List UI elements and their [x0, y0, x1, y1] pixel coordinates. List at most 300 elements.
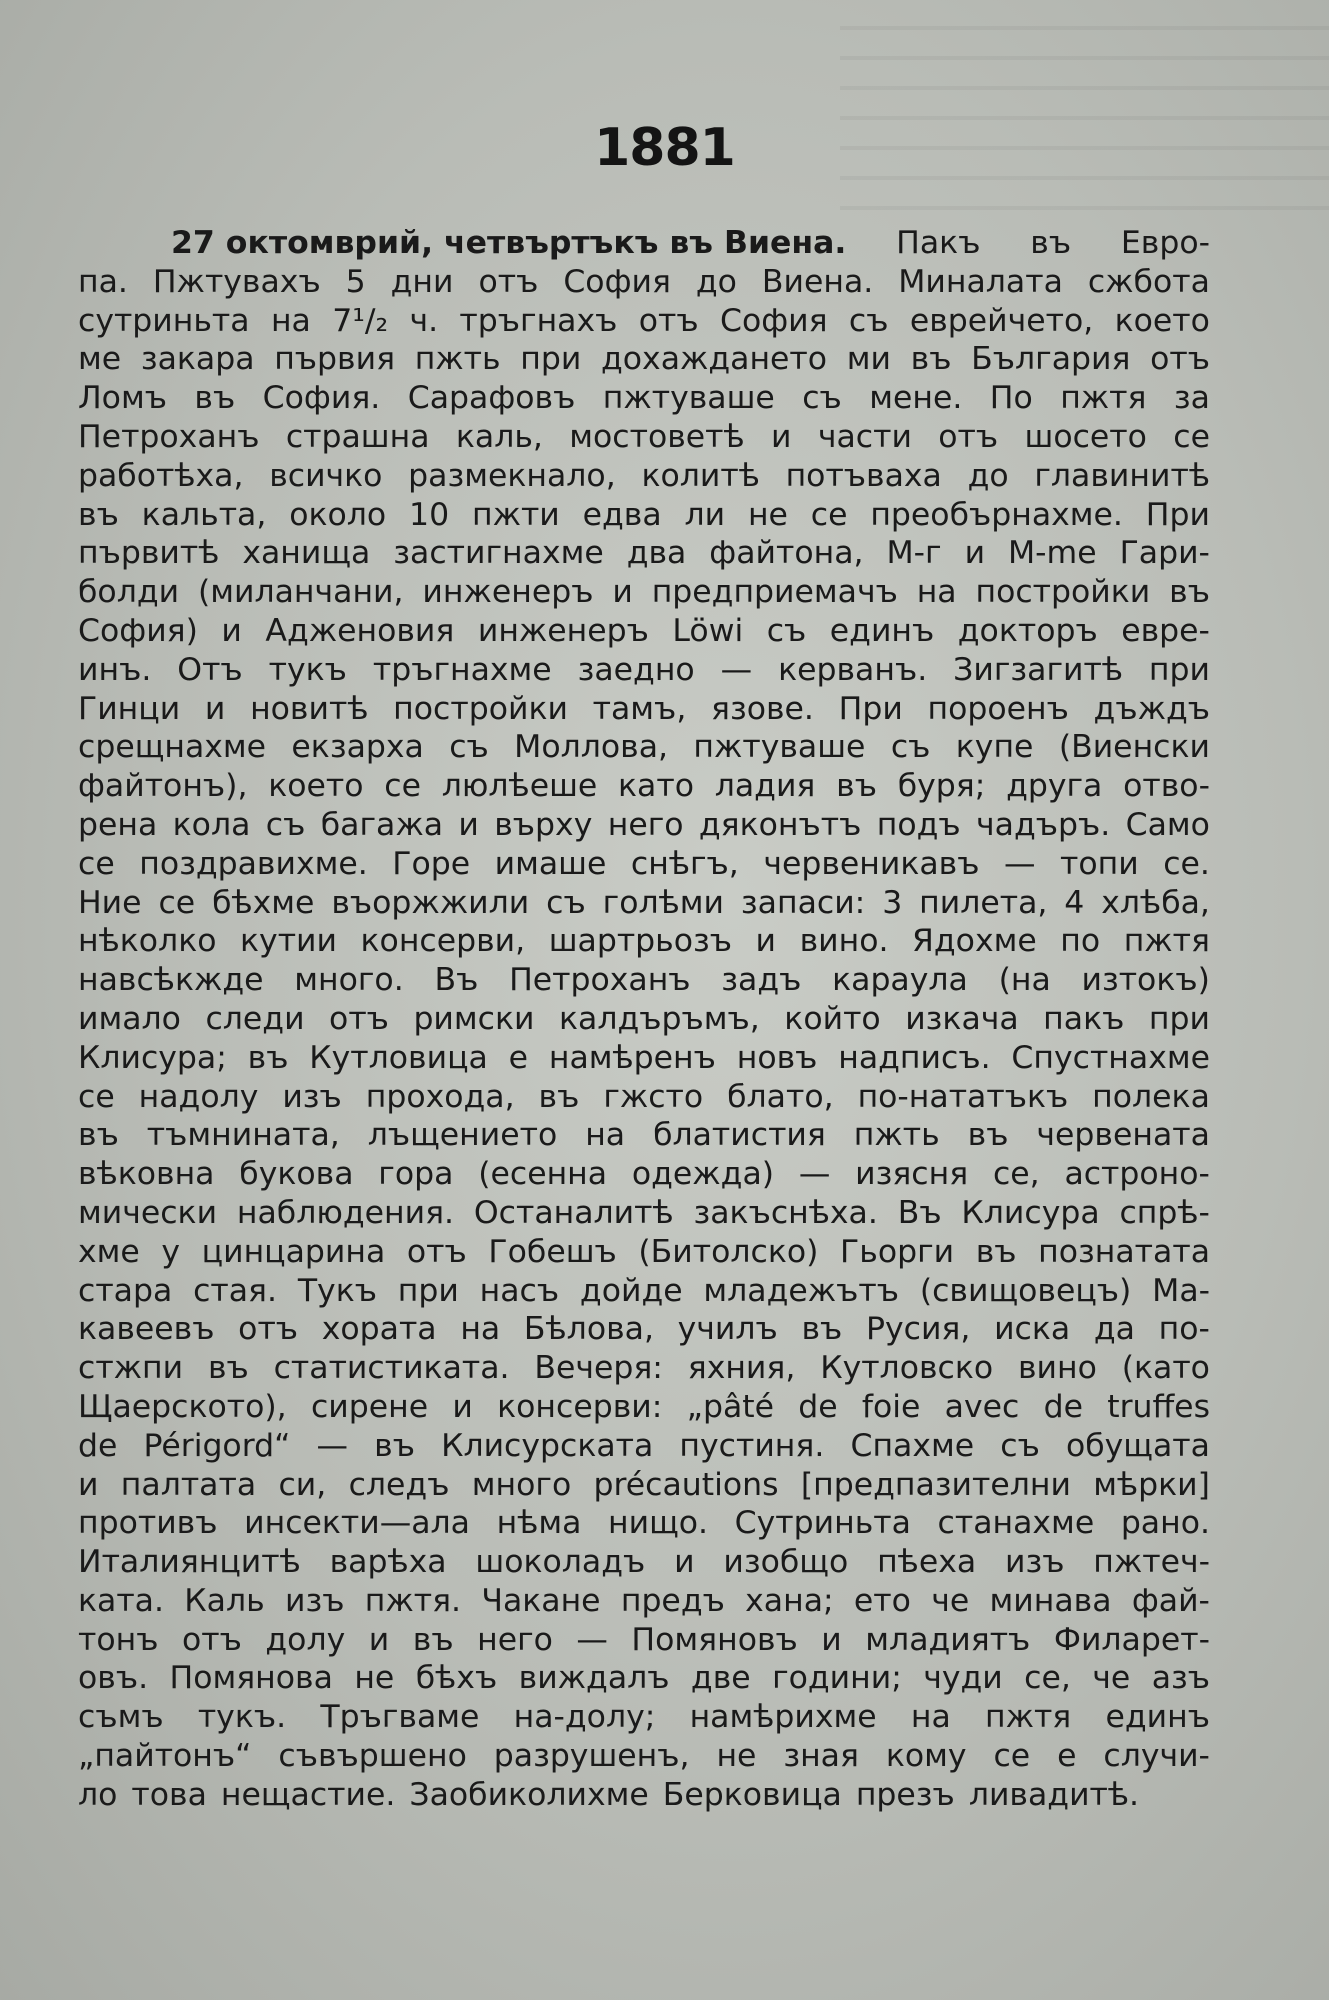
word: него	[477, 1621, 553, 1658]
word: При	[838, 690, 903, 727]
word: пилета,	[919, 884, 1048, 921]
text-line	[78, 263, 1210, 302]
word: познатата	[1038, 1233, 1210, 1270]
word: рена	[78, 806, 158, 843]
word: стая.	[193, 1272, 278, 1309]
word: —	[720, 651, 753, 688]
word: (на	[998, 962, 1051, 999]
word: въ	[78, 496, 119, 533]
word: инженеръ	[477, 612, 649, 649]
word: 10	[409, 496, 450, 533]
word: че	[931, 1582, 970, 1619]
word: Въ	[897, 1194, 942, 1231]
word: въ	[801, 1311, 843, 1348]
word: (есенна	[478, 1156, 608, 1193]
word: и	[221, 612, 242, 649]
word: варѣха	[329, 1544, 447, 1581]
word: че	[1092, 1660, 1131, 1697]
word: Вечеря:	[534, 1350, 663, 1387]
word: па.	[78, 263, 128, 300]
word: купе	[955, 729, 1034, 766]
word: изкача	[905, 1000, 1019, 1037]
word: на	[585, 1117, 626, 1154]
word: младиятъ	[865, 1621, 1031, 1658]
word: (миланчани,	[197, 574, 404, 611]
word: изтокъ)	[1081, 962, 1210, 999]
text-line	[78, 1116, 1210, 1155]
word: и	[612, 574, 633, 611]
word: се	[78, 1078, 115, 1115]
word: Помяновъ	[631, 1621, 798, 1658]
word: яхния,	[687, 1350, 796, 1387]
word: не	[716, 1738, 757, 1775]
word: Гари-	[1119, 535, 1210, 572]
word: друга	[1006, 768, 1103, 805]
word: сжбота	[1087, 263, 1210, 300]
word: дойде	[579, 1272, 683, 1309]
word: докторъ	[957, 612, 1098, 649]
word: каль,	[455, 418, 543, 455]
word: букова	[239, 1156, 354, 1193]
word: пжтеч-	[1093, 1544, 1210, 1581]
word: колитѣ	[641, 457, 760, 494]
word: нѣма	[496, 1505, 582, 1542]
word: пороенъ	[927, 690, 1069, 727]
word: въ	[538, 1078, 580, 1115]
word: се	[1173, 418, 1210, 455]
text-line	[78, 340, 1210, 379]
word: главинитѣ	[1034, 457, 1210, 494]
word: намѣрихме	[689, 1699, 877, 1736]
word: дни	[390, 263, 454, 300]
word: лъщението	[367, 1117, 558, 1154]
word: —	[798, 1156, 831, 1193]
word: преобърнахме.	[870, 496, 1123, 533]
entry-date-heading: 27 октомврий, четвъртъкъ въ Виена.	[171, 225, 847, 261]
word: се	[158, 884, 196, 921]
word: запаси:	[740, 884, 866, 921]
word: foie	[861, 1388, 921, 1425]
word: срещнахме	[78, 729, 267, 766]
text-line	[78, 1659, 1210, 1698]
word: тукъ	[268, 651, 347, 688]
text-line	[78, 1233, 1210, 1272]
word: „pâté	[686, 1388, 774, 1425]
text-line	[78, 1194, 1210, 1233]
word: нѣколко	[78, 923, 217, 960]
word: тръгнахъ	[459, 302, 618, 339]
word: Русия,	[865, 1311, 971, 1348]
word: ли	[684, 496, 726, 533]
text-line	[78, 1155, 1210, 1194]
word: инженеръ	[422, 574, 594, 611]
word: отъ	[938, 418, 999, 455]
word: дъждъ	[1093, 690, 1210, 727]
word: Клисурската	[441, 1427, 654, 1464]
word: При	[1145, 496, 1210, 533]
text-line	[78, 1776, 1210, 1815]
word: въ	[1169, 574, 1210, 611]
word: въ	[967, 1117, 1009, 1154]
word: Петроханъ	[509, 962, 691, 999]
word: и	[964, 535, 986, 572]
text-line	[78, 651, 1210, 690]
word: долу	[265, 1621, 346, 1658]
word: 5	[345, 263, 366, 300]
word: нещастие.	[220, 1776, 396, 1813]
word: Филарет-	[1053, 1621, 1210, 1658]
word: у	[161, 1233, 181, 1270]
word: хлѣба,	[1101, 884, 1210, 921]
word: спрѣ-	[1119, 1194, 1210, 1231]
word: всичко	[269, 457, 383, 494]
word: и	[458, 806, 479, 843]
word: Гьорги	[840, 1233, 955, 1270]
word: него	[607, 806, 684, 843]
word: пжти	[471, 496, 560, 533]
word: съмъ	[78, 1699, 164, 1736]
word: Löwi	[672, 612, 744, 649]
text-line	[78, 1504, 1210, 1543]
word: пжть	[414, 341, 501, 378]
word: застигнахме	[393, 535, 604, 572]
word: —	[316, 1427, 349, 1464]
word: статистиката.	[273, 1350, 510, 1387]
word: минава	[989, 1582, 1112, 1619]
word: сутриньта	[78, 302, 250, 339]
word: София.	[262, 380, 381, 417]
word: Спахме	[850, 1427, 975, 1464]
word: дохаждането	[601, 341, 828, 378]
word: Кутловица	[309, 1039, 488, 1076]
word: ладия	[714, 768, 816, 805]
word: едва	[582, 496, 662, 533]
word: мостоветѣ	[569, 418, 745, 455]
word: [предпазителни	[800, 1466, 1071, 1503]
word: de	[1043, 1388, 1083, 1425]
word: се	[384, 768, 421, 805]
word: палтата	[120, 1466, 257, 1503]
word: ливадитѣ.	[968, 1776, 1140, 1813]
word: закара	[140, 341, 255, 378]
word: задъ	[721, 962, 802, 999]
word: блатистия	[653, 1117, 826, 1154]
word: отъ	[182, 1621, 242, 1658]
word: инъ.	[78, 651, 152, 688]
word: противъ	[78, 1505, 218, 1542]
word: ето	[853, 1582, 911, 1619]
word: Гобешъ	[488, 1233, 617, 1270]
word: при	[397, 1272, 459, 1309]
word: въ	[207, 1350, 249, 1387]
word: около	[289, 496, 387, 533]
word: блато,	[727, 1078, 834, 1115]
word: изъ	[282, 1078, 342, 1115]
word: Пакъ	[896, 225, 981, 261]
word: кавеевъ	[78, 1311, 215, 1348]
word: полека	[1092, 1078, 1210, 1115]
word: по-нататъкъ	[857, 1078, 1069, 1115]
text-line	[78, 1078, 1210, 1117]
word: кутии	[240, 923, 337, 960]
word: вино	[1017, 1350, 1097, 1387]
word: иска	[994, 1311, 1071, 1348]
word: две	[690, 1660, 751, 1697]
word: надолу	[138, 1078, 259, 1115]
word: заедно	[577, 651, 695, 688]
word: си,	[278, 1466, 327, 1503]
text-line	[78, 418, 1210, 457]
word: въ	[78, 1117, 119, 1154]
word: truffes	[1107, 1388, 1210, 1425]
word: мически	[78, 1194, 218, 1231]
text-line	[78, 806, 1210, 845]
word: (свищовецъ)	[919, 1272, 1132, 1309]
word: хората	[321, 1311, 437, 1348]
word: Ломъ	[78, 380, 167, 417]
word: поздравихме.	[139, 845, 368, 882]
word: отъ	[406, 1233, 467, 1270]
word: пжтя	[1123, 923, 1210, 960]
word: Ние	[78, 884, 142, 921]
word: римски	[413, 1000, 535, 1037]
text-line	[78, 1737, 1210, 1776]
word: съ	[766, 612, 807, 649]
word: единъ	[1105, 1699, 1210, 1736]
word: (като	[1121, 1350, 1210, 1387]
word: Клисура	[961, 1194, 1100, 1231]
word: Италиянцитѣ	[78, 1544, 301, 1581]
word: пжтя	[984, 1699, 1072, 1736]
word: нищо.	[608, 1505, 709, 1542]
word: еврейчето,	[909, 302, 1094, 339]
word: съ	[546, 884, 586, 921]
word: кому	[885, 1738, 967, 1775]
word: много.	[294, 962, 404, 999]
text-line	[78, 884, 1210, 923]
word: люлѣеше	[441, 768, 598, 805]
word: шоколадъ	[475, 1544, 646, 1581]
word: чадъръ.	[976, 806, 1111, 843]
word: на	[910, 1699, 951, 1736]
word: гжсто	[603, 1078, 704, 1115]
word: на	[916, 574, 957, 611]
word: не	[354, 1660, 395, 1697]
word: Останалитѣ	[473, 1194, 674, 1231]
text-line	[78, 1272, 1210, 1311]
word: отво-	[1123, 768, 1210, 805]
show-through-text	[840, 0, 1329, 230]
word: голѣми	[602, 884, 725, 921]
word: ката.	[78, 1582, 164, 1619]
word: училъ	[677, 1311, 778, 1348]
word: еврe-	[1121, 612, 1210, 649]
text-line	[78, 1698, 1210, 1737]
word: чуди	[923, 1660, 1003, 1697]
word: тръгнахме	[372, 651, 552, 688]
word: болди	[78, 574, 180, 611]
text-line	[78, 1582, 1210, 1621]
text-line	[78, 922, 1210, 961]
word: ханища	[242, 535, 371, 572]
word: Берковица	[662, 1776, 842, 1813]
word: въ	[975, 1233, 1017, 1270]
text-line	[78, 573, 1210, 612]
word: много	[471, 1466, 572, 1503]
word: кальта,	[141, 496, 267, 533]
word: Гинци	[78, 690, 181, 727]
word: като	[618, 768, 694, 805]
word: цинцарина	[201, 1233, 386, 1270]
text-line	[78, 1349, 1210, 1388]
word: Горе	[392, 845, 471, 882]
word: младежътъ	[703, 1272, 900, 1309]
word: Петроханъ	[78, 418, 260, 455]
word: първия	[274, 341, 396, 378]
word: Зигзагитѣ	[953, 651, 1123, 688]
text-line	[78, 845, 1210, 884]
word: презъ	[855, 1776, 955, 1813]
word: снѣгъ,	[630, 845, 739, 882]
word: и	[368, 1621, 390, 1658]
word: стжпи	[78, 1350, 184, 1387]
word: пѣеха	[877, 1544, 977, 1581]
word: не	[747, 496, 788, 533]
word: отъ	[238, 1311, 299, 1348]
word: пжтя	[1060, 380, 1147, 417]
word: екзарха	[291, 729, 424, 766]
word: и	[771, 418, 792, 455]
word: тъмнината,	[146, 1117, 340, 1154]
word: одежда)	[631, 1156, 775, 1193]
word: обущата	[1065, 1427, 1210, 1464]
word: Тръгваме	[320, 1699, 480, 1736]
word: отъ	[478, 263, 539, 300]
word: постройки	[975, 574, 1151, 611]
word: наблюдения.	[236, 1194, 455, 1231]
word: de	[798, 1388, 838, 1425]
text-line	[78, 961, 1210, 1000]
text-line	[78, 1427, 1210, 1466]
word: единъ	[829, 612, 935, 649]
word: на	[460, 1311, 501, 1348]
text-line	[78, 534, 1210, 573]
word: на-долу;	[513, 1699, 656, 1736]
word: имаше	[494, 845, 607, 882]
word: отъ	[329, 1000, 389, 1037]
word: Périgord“	[143, 1427, 291, 1464]
year-heading: 1881	[594, 118, 735, 178]
word: ми	[846, 341, 891, 378]
word: закъснѣха.	[693, 1194, 878, 1231]
text-line	[78, 1543, 1210, 1582]
word: София	[563, 263, 671, 300]
word: Отъ	[177, 651, 243, 688]
word: пакъ	[1043, 1000, 1125, 1037]
word: постройки	[393, 690, 568, 727]
word: багажа	[320, 806, 443, 843]
word: което	[1114, 302, 1210, 339]
word: изъ	[284, 1582, 345, 1619]
word: зная	[783, 1738, 859, 1775]
word: топи	[1060, 845, 1139, 882]
word: първитѣ	[78, 535, 220, 572]
word: това	[131, 1776, 207, 1813]
word: Ма-	[1152, 1272, 1210, 1309]
word: имало	[78, 1000, 181, 1037]
word: файтона,	[709, 535, 864, 572]
word: Кутловско	[820, 1350, 994, 1387]
word: Сутриньта	[734, 1505, 911, 1542]
word: бѣхъ	[415, 1660, 498, 1697]
word: Клисура;	[78, 1039, 227, 1076]
word: виждалъ	[518, 1660, 670, 1697]
word: караула	[832, 962, 968, 999]
word: на	[270, 302, 311, 339]
word: отъ	[1150, 341, 1210, 378]
word: до	[967, 457, 1009, 494]
word: Виена.	[761, 263, 874, 300]
word: пжтуваше	[602, 380, 775, 417]
word: консерви:	[497, 1388, 663, 1425]
word: съвършено	[278, 1738, 467, 1775]
word: части	[817, 418, 912, 455]
word: 3	[882, 884, 903, 921]
word: Въ	[434, 962, 479, 999]
word: новитѣ	[250, 690, 369, 727]
word: се	[993, 1738, 1031, 1775]
text-line	[78, 496, 1210, 535]
word: съ	[890, 729, 931, 766]
word: въоржжили	[331, 884, 530, 921]
word: гора	[378, 1156, 454, 1193]
word: прохода,	[365, 1078, 515, 1115]
word: и	[755, 923, 777, 960]
word: съ	[265, 806, 306, 843]
word: въ	[910, 341, 952, 378]
word: при	[1148, 1000, 1210, 1037]
word: мѣрки]	[1093, 1466, 1210, 1503]
word: хана;	[745, 1582, 834, 1619]
word: стара	[78, 1272, 173, 1309]
text-line	[78, 1000, 1210, 1039]
word: (Битолско)	[638, 1233, 819, 1270]
word: по	[1060, 923, 1101, 960]
word: се,	[992, 1156, 1040, 1193]
word: насъ	[479, 1272, 560, 1309]
word: Чакане	[481, 1582, 601, 1619]
word: Заобиколихме	[409, 1776, 649, 1813]
word: съ	[802, 380, 842, 417]
text-line	[78, 379, 1210, 418]
word: калдъръмъ,	[559, 1000, 760, 1037]
word: навсѣкжде	[78, 962, 264, 999]
word: Ядохме	[912, 923, 1037, 960]
word: изъ	[1004, 1544, 1065, 1581]
word: Бѣлова,	[523, 1311, 654, 1348]
word: —	[1004, 845, 1036, 882]
word: върху	[494, 806, 593, 843]
word: се,	[1024, 1660, 1071, 1697]
word: станахме	[937, 1505, 1095, 1542]
word: дяконътъ	[698, 806, 862, 843]
word: de	[78, 1427, 118, 1464]
word: пжть	[853, 1117, 940, 1154]
word: Евро-	[1120, 225, 1210, 261]
word: файтонъ),	[78, 768, 248, 805]
word: Моллова,	[514, 729, 669, 766]
word: въ	[1030, 225, 1072, 261]
